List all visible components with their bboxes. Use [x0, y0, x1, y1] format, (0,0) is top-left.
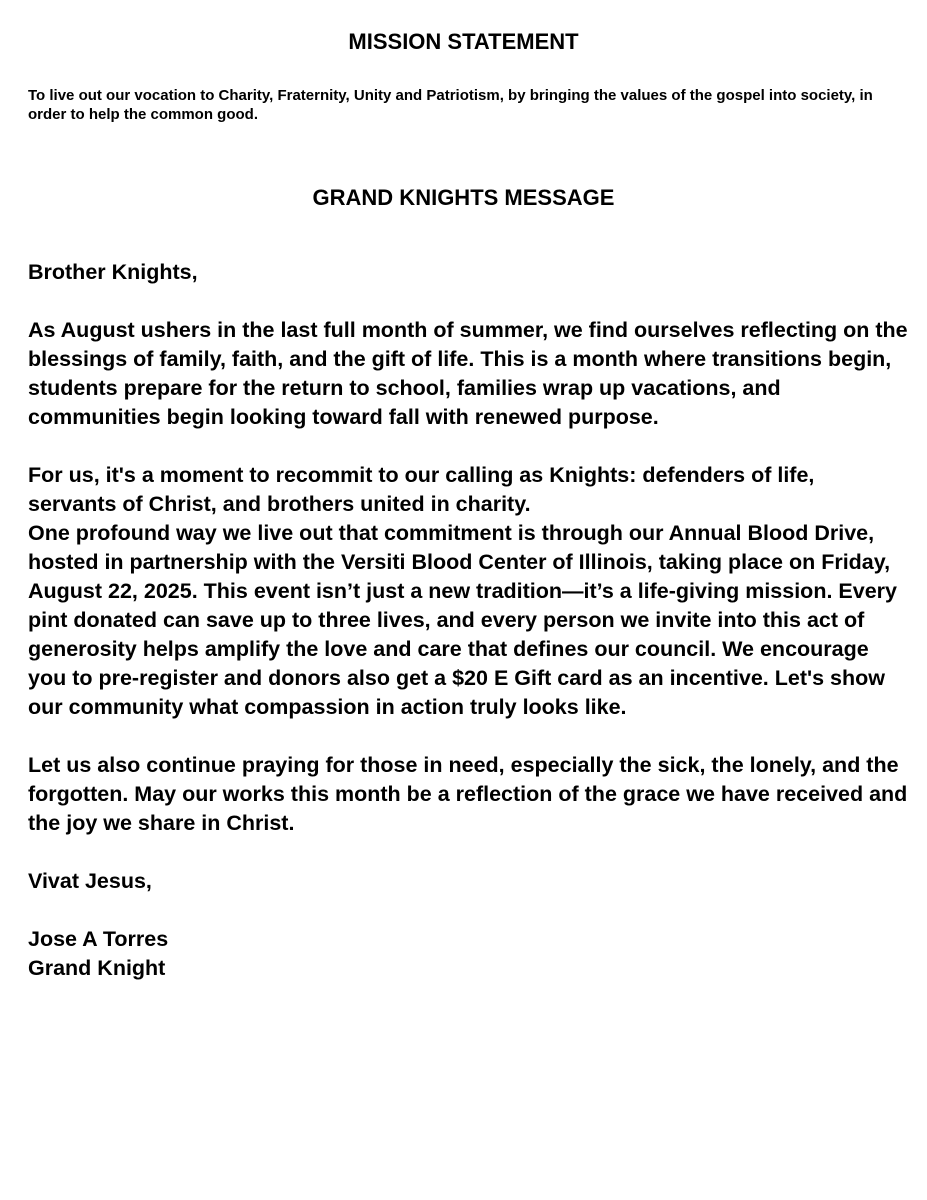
paragraph-spacer — [28, 432, 908, 461]
letter-paragraph-2b: One profound way we live out that commitment is through our Annual Blood Drive, hosted in partnership with the Versiti Blood Center of Illinois, taking place on Friday, August 22, 2025. This event isn’t just a new tradition—it’s a life-giving mission. Every pint donated can save up to three lives, and every person we invite into this act of generosity helps amplify the love and care that defines our council. We encourage you to pre-register and donors also get a $20 E Gift card as an incentive. Let's show our community what compassion in action truly looks like. — [28, 521, 897, 719]
mission-statement-heading: MISSION STATEMENT — [348, 29, 579, 54]
paragraph-spacer — [28, 838, 908, 867]
letter-salutation: Brother Knights, — [28, 260, 198, 284]
mission-statement-text: To live out our vocation to Charity, Fraternity, Unity and Patriotism, by bringing the values of the gospel into society, in order to help the common good. — [28, 87, 873, 123]
letter-paragraph-1: As August ushers in the last full month of summer, we find ourselves reflecting on the blessings of family, faith, and the gift of life. This is a month where transitions begin, students prepare for the return to school, families wrap up vacations, and communities begin looking toward fall with renewed purpose. — [28, 318, 908, 429]
letter-paragraph-2a: For us, it's a moment to recommit to our calling as Knights: defenders of life, servants of Christ, and brothers united in charity. — [28, 463, 815, 516]
paragraph-spacer — [28, 287, 908, 316]
grand-knight-letter — [28, 258, 908, 983]
signer-title: Grand Knight — [28, 956, 166, 980]
letter-closing: Vivat Jesus, — [28, 869, 152, 893]
paragraph-spacer — [28, 722, 908, 751]
grand-knights-message-heading: GRAND KNIGHTS MESSAGE — [312, 185, 615, 210]
paragraph-spacer — [28, 896, 908, 925]
signer-name: Jose A Torres — [28, 927, 169, 951]
letter-paragraph-3: Let us also continue praying for those in need, especially the sick, the lonely, and the forgotten. May our works this month be a reflection of the grace we have received and the joy we share in Christ. — [28, 753, 908, 835]
